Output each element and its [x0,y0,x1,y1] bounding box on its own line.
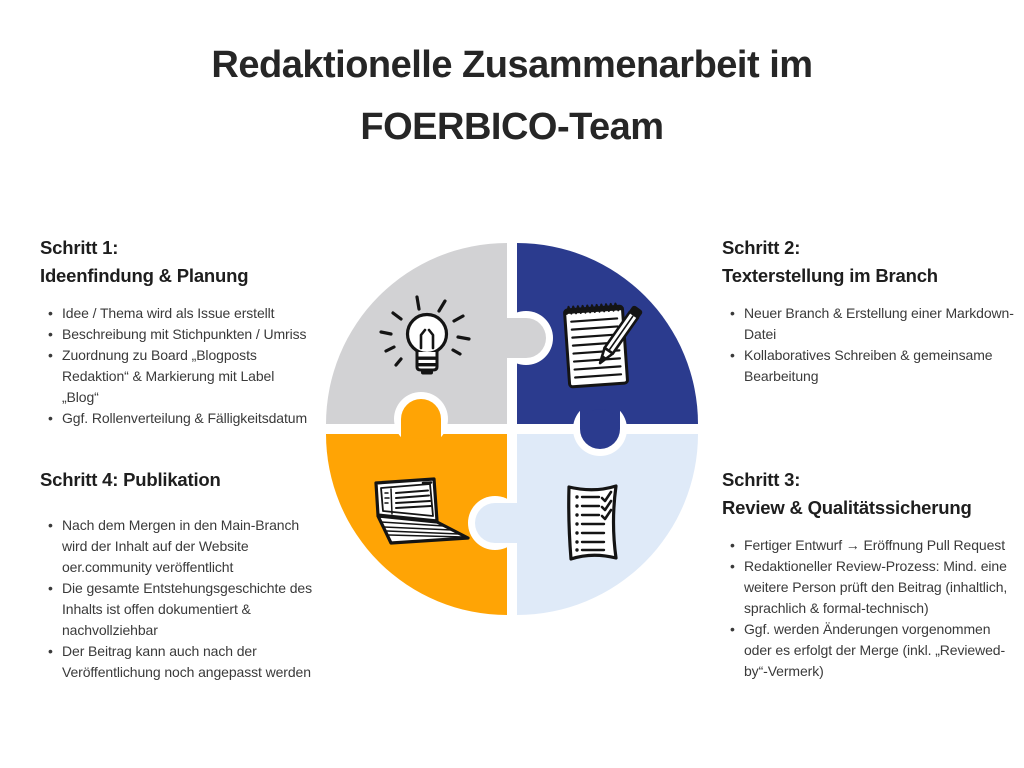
step-4-heading: Schritt 4: Publikation [40,469,221,490]
puzzle-knob-orange [394,392,448,453]
list-item: • Die gesamte Entstehungsgeschichte des Inhalts ist offen dokumentiert & nachvollziehbar [62,578,312,641]
list-item: • Idee / Thema wird als Issue erstellt [62,303,312,324]
step-1-bullets [40,303,312,429]
list-item: • Der Beitrag kann auch nach der Veröffentlichung noch angepasst werden [62,641,312,683]
page-title-line2: FOERBICO-Team [360,106,664,148]
list-item: • Nach dem Mergen in den Main-Branch wird der Inhalt auf der Website oer.community veröffentlicht [62,515,312,578]
page-title [0,34,1024,158]
list-item: • Neuer Branch & Erstellung einer Markdown-Datei [744,303,1014,345]
step-1-block [40,234,312,429]
step-2-bullets [722,303,1014,387]
puzzle-knob-blue [573,395,627,456]
list-item: • Kollaboratives Schreiben & gemeinsame Bearbeitung [744,345,1014,387]
list-item: • Fertiger Entwurf → Eröffnung Pull Request [744,535,1016,556]
checklist-icon [569,486,616,559]
step-2-block [722,234,1014,387]
step-1-heading: Schritt 1: Ideenfindung & Planung [40,237,249,286]
list-item: • Zuordnung zu Board „Blogposts Redaktion“ & Markierung mit Label „Blog“ [62,345,312,408]
page-title-line1: Redaktionelle Zusammenarbeit im [211,44,813,86]
list-item: • Ggf. werden Änderungen vorgenommen oder es erfolgt der Merge (inkl. „Reviewed-by“-Vermerk) [744,619,1016,682]
puzzle-knob-lightblue [468,496,525,550]
list-item: • Beschreibung mit Stichpunkten / Umriss [62,324,312,345]
step-3-bullets [722,535,1016,682]
step-3-block [722,466,1016,682]
puzzle-knob-gray [496,311,553,365]
list-item: • Redaktioneller Review-Prozess: Mind. eine weitere Person prüft den Beitrag (inhaltlich, sprachlich & formal-technisch) [744,556,1016,619]
step-3-heading: Schritt 3: Review & Qualitätssicherung [722,469,972,518]
step-4-block [40,466,312,683]
step-4-bullets [40,515,312,683]
puzzle-circle-graphic [320,237,704,621]
list-item: • Ggf. Rollenverteilung & Fälligkeitsdatum [62,408,312,429]
step-2-heading: Schritt 2: Texterstellung im Branch [722,237,938,286]
